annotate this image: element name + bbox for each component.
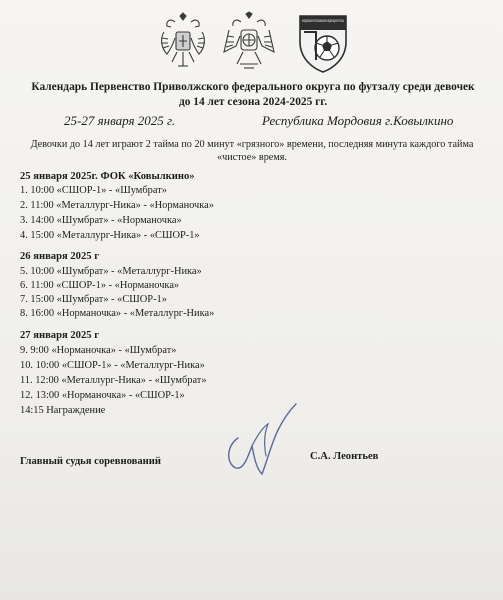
day-heading: 27 января 2025 г <box>20 330 100 341</box>
match-item: 2. 11:00 «Металлург-Ника» - «Нормaночка» <box>20 200 214 211</box>
match-item: 7. 15:00 «Шумбрат» - «СШОР-1» <box>20 294 167 305</box>
award-ceremony-item: 14:15 Награждение <box>20 405 106 416</box>
match-item: 9. 9:00 «Норманочка» - «Шумбрат» <box>20 345 177 356</box>
shield-text: МОРДОВСКАЯ РЕСПУБЛИКАНСКАЯ ФЕДЕРАЦИЯ ФУТБОЛА <box>302 18 345 23</box>
football-union-eagle-emblem-icon <box>222 12 276 72</box>
match-item: 11. 12:00 «Металлург-Ника» - «Шумбрат» <box>20 375 207 386</box>
chief-judge-name: С.А. Леонтьев <box>310 451 379 462</box>
rules-paragraph <box>20 138 484 164</box>
title-line-1: Календарь Первенство Приволжского федерального округа по футзалу среди девочек <box>31 81 475 93</box>
rules-line-1: Девочки до 14 лет играют 2 тайма по 20 минут «грязного» времени, последняя минута каждого тайма <box>30 139 474 150</box>
match-item: 3. 14:00 «Шумбрат» - «Норманочка» <box>20 215 182 226</box>
title-line-2: до 14 лет сезона 2024-2025 гг. <box>178 96 328 108</box>
match-item: 10. 10:00 «СШОР-1» - «Металлург-Ника» <box>20 360 205 371</box>
match-item: 1. 10:00 «СШОР-1» - «Шумбрат» <box>20 185 167 196</box>
day-heading: 26 января 2025 г <box>20 251 100 262</box>
double-headed-eagle-emblem-icon <box>158 12 208 72</box>
event-dates: 25-27 января 2025 г. <box>64 113 176 128</box>
event-location: Республика Мордовия г.Ковылкино <box>262 113 454 128</box>
judge-signature <box>222 398 312 480</box>
mordovia-football-federation-shield-icon <box>296 12 350 74</box>
logo-row <box>0 12 503 74</box>
day-heading: 25 января 2025г. ФОК «Ковылкино» <box>20 171 195 182</box>
match-item: 4. 15:00 «Металлург-Ника» - «СШОР-1» <box>20 230 200 241</box>
match-item: 12. 13:00 «Норманочка» - «СШОР-1» <box>20 390 185 401</box>
document-title <box>14 80 492 110</box>
match-item: 5. 10:00 «Шумбрат» - «Металлург-Ника» <box>20 266 202 277</box>
match-item: 8. 16:00 «Норманочка» - «Металлург-Ника» <box>20 308 215 319</box>
chief-judge-label: Главный судья соревнований <box>20 456 161 467</box>
rules-line-2: «чистое» время. <box>217 152 287 163</box>
match-item: 6. 11:00 «СШОР-1» - «Норманочка» <box>20 280 180 291</box>
